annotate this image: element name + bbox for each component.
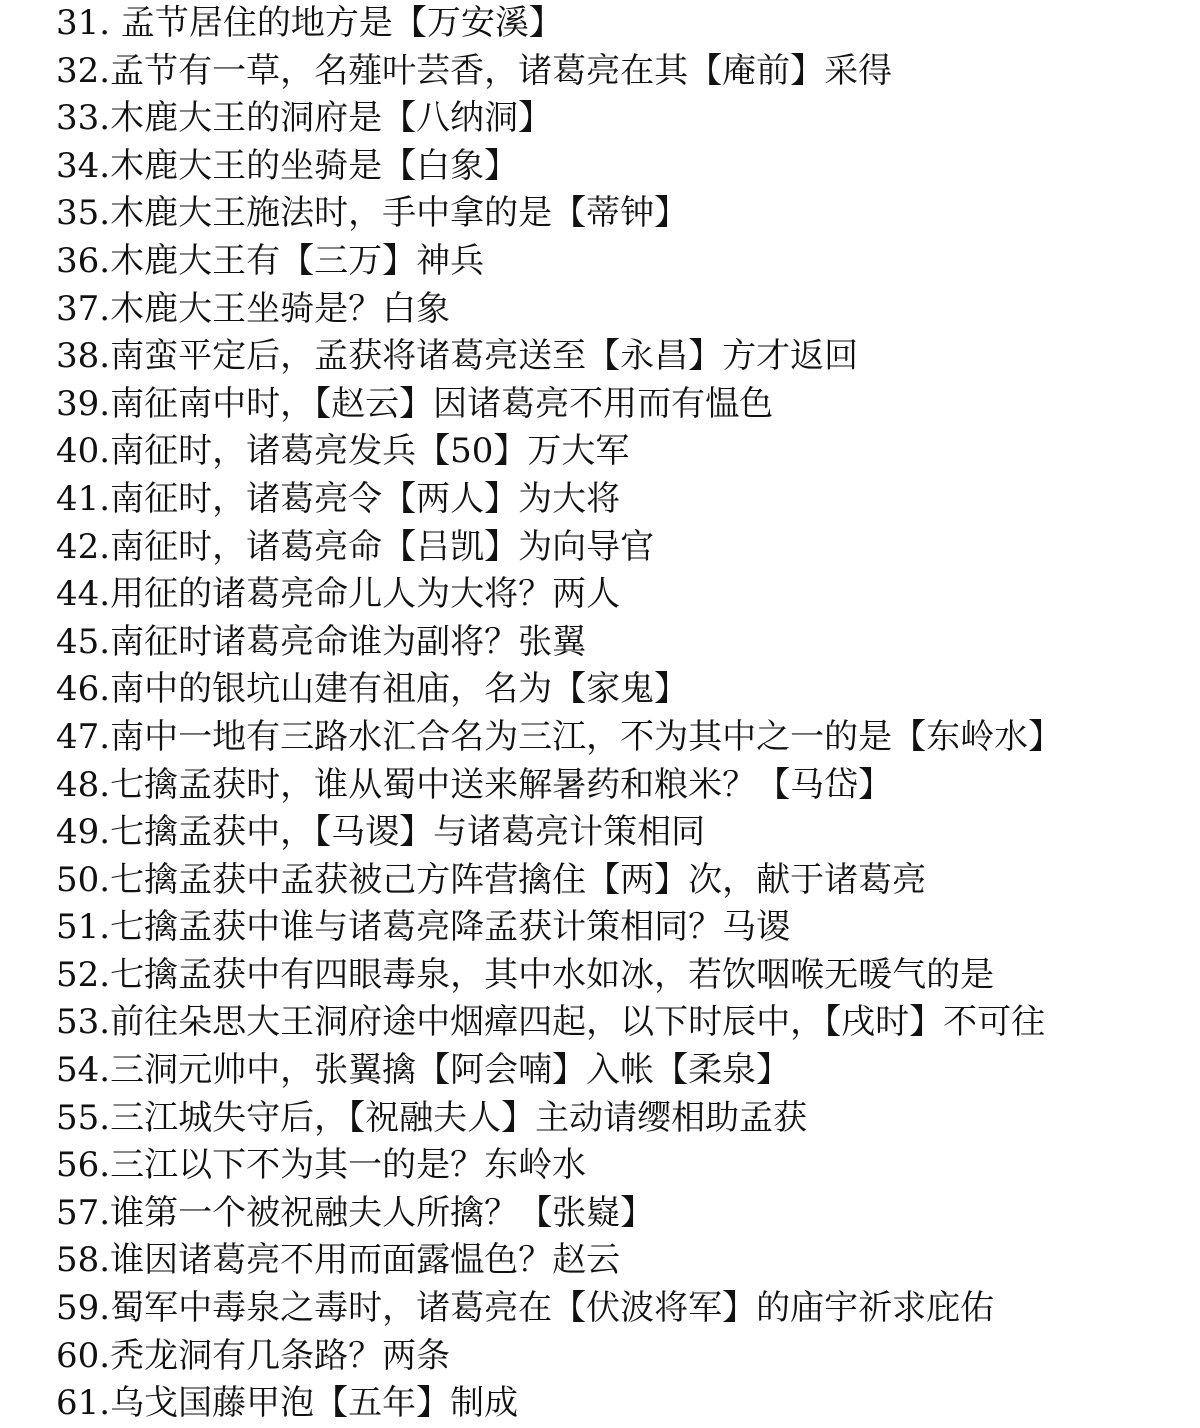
text-line: 52.七擒孟获中有四眼毒泉，其中水如冰，若饮咽喉无暖气的是 xyxy=(56,954,995,995)
text-line: 36.木鹿大王有【三万】神兵 xyxy=(56,240,485,281)
text-line: 37.木鹿大王坐骑是？白象 xyxy=(56,288,451,329)
text-line: 34.木鹿大王的坐骑是【白象】 xyxy=(56,145,519,186)
text-line-with-cursor[interactable] xyxy=(56,762,1200,810)
text-line: 40.南征时，诸葛亮发兵【50】万大军 xyxy=(56,431,630,472)
text-line: 56.三江以下不为其一的是？东岭水 xyxy=(56,1145,587,1186)
text-line: 57.谁第一个被祝融夫人所擒？【张嶷】 xyxy=(56,1192,655,1233)
text-line: 35.木鹿大王施法时，手中拿的是【蒂钟】 xyxy=(56,193,689,234)
text-line-content: 48.七擒孟获时，谁从蜀中送来解暑药和粮米？【马岱】 xyxy=(56,764,893,805)
text-line: 61.乌戈国藤甲泡【五年】制成 xyxy=(56,1383,519,1424)
text-line: 60.秃龙洞有几条路？两条 xyxy=(56,1335,451,1376)
text-line: 32.孟节有一草，名薤叶芸香，诸葛亮在其【庵前】采得 xyxy=(56,50,893,91)
text-line: 45.南征时诸葛亮命谁为副将？张翼 xyxy=(56,621,587,662)
text-line: 38.南蛮平定后，孟获将诸葛亮送至【永昌】方才返回 xyxy=(56,336,859,377)
text-line: 54.三洞元帅中，张翼擒【阿会喃】入帐【柔泉】 xyxy=(56,1050,791,1091)
text-line: 42.南征时，诸葛亮命【吕凯】为向导官 xyxy=(56,526,655,567)
text-line: 39.南征南中时，【赵云】因诸葛亮不用而有愠色 xyxy=(56,383,774,424)
text-line: 50.七擒孟获中孟获被己方阵营擒住【两】次，献于诸葛亮 xyxy=(56,859,927,900)
text-line: 31. 孟节居住的地方是【万安溪】 xyxy=(56,3,563,43)
text-line: 47.南中一地有三路水汇合名为三江，不为其中之一的是【东岭水】 xyxy=(56,716,1063,757)
text-line: 41.南征时，诸葛亮令【两人】为大将 xyxy=(56,478,621,519)
text-line: 46.南中的银坑山建有祖庙，名为【家鬼】 xyxy=(56,669,689,710)
text-line: 49.七擒孟获中，【马谡】与诸葛亮计策相同 xyxy=(56,812,706,853)
text-line: 53.前往朵思大王洞府途中烟瘴四起，以下时辰中，【戌时】不可往 xyxy=(56,1002,1046,1043)
text-line: 44.用征的诸葛亮命儿人为大将？两人 xyxy=(56,574,621,615)
text-line: 59.蜀军中毒泉之毒时，诸葛亮在【伏波将军】的庙宇祈求庇佑 xyxy=(56,1288,995,1329)
text-line: 33.木鹿大王的洞府是【八纳洞】 xyxy=(56,98,553,139)
text-line: 58.谁因诸葛亮不用而面露愠色？赵云 xyxy=(56,1240,621,1281)
text-line: 55.三江城失守后，【祝融夫人】主动请缨相助孟获 xyxy=(56,1097,808,1138)
text-line: 51.七擒孟获中谁与诸葛亮降孟获计策相同？马谡 xyxy=(56,907,791,948)
